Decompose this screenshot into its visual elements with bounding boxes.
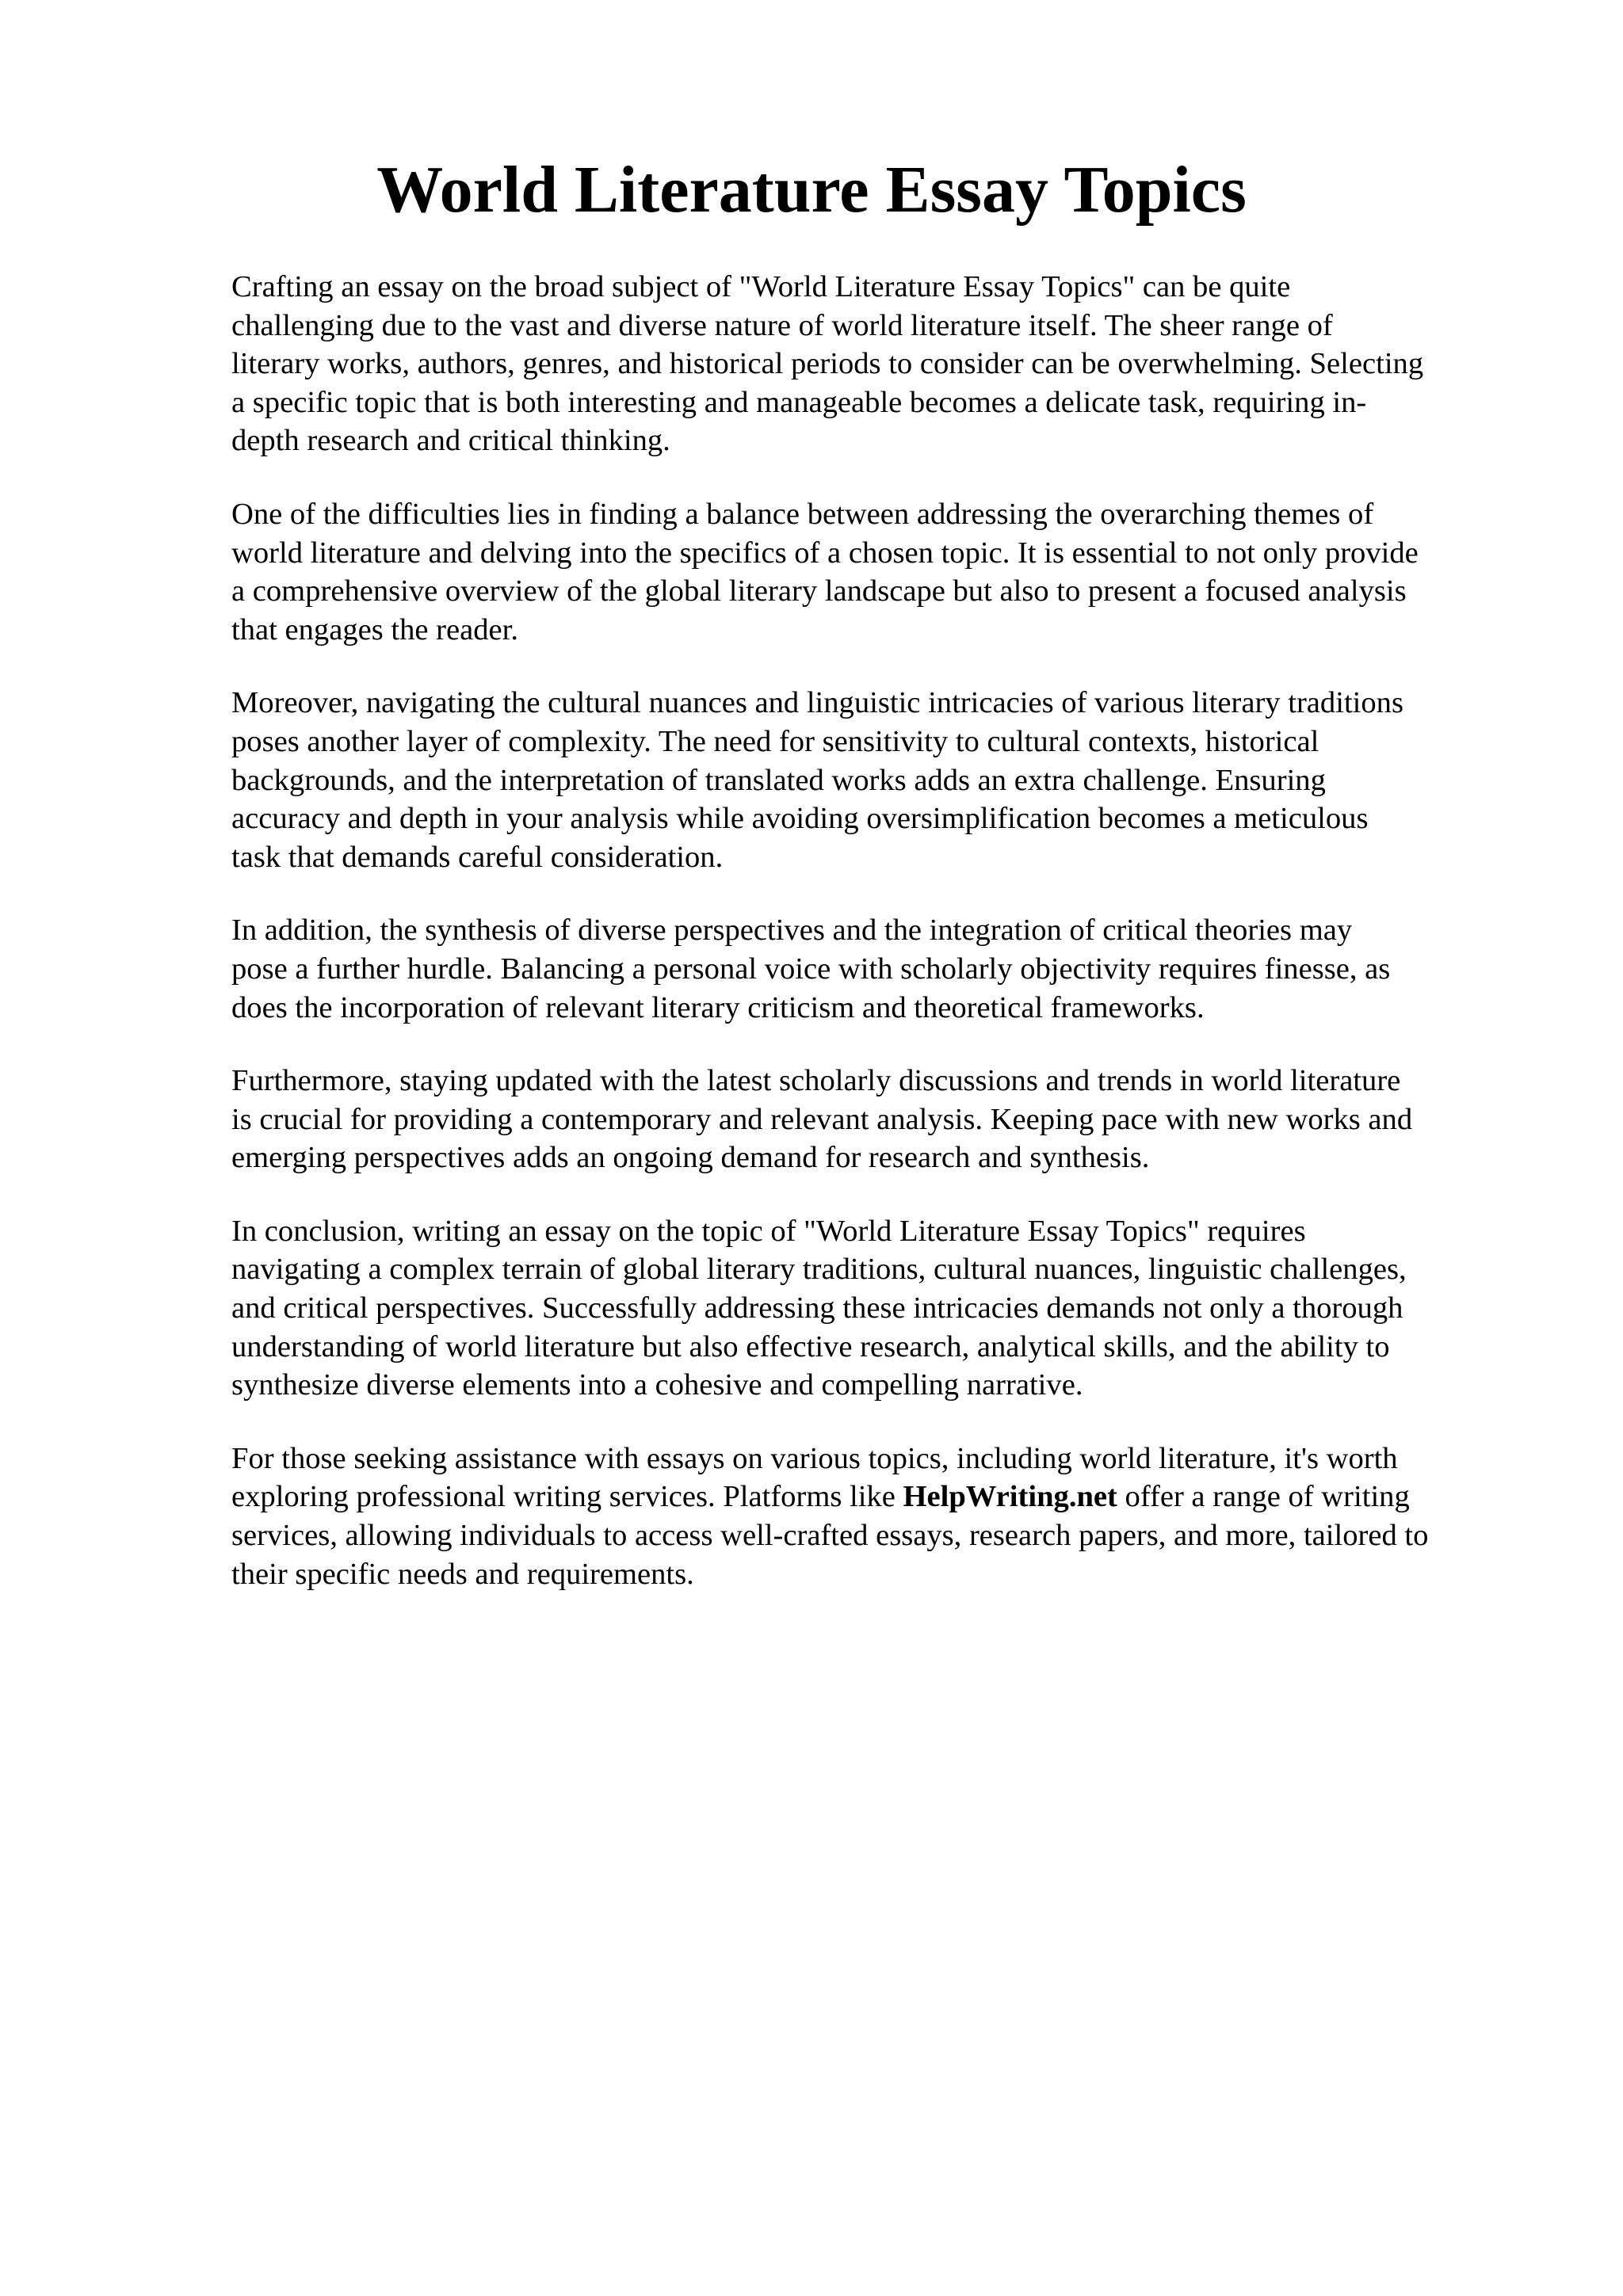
paragraph-1: Crafting an essay on the broad subject of "World Literature Essay Topics" can be quite challenging due to the vast and diverse nature of world literature itself. The sheer range of literary works, authors, genres, and historical periods to consider can be overwhelming. Selecting a specific topic that is both interesting and manageable becomes a delicate task, requiring in- depth research and critical thinking. bbox=[231, 270, 1424, 458]
helpwriting-link[interactable]: HelpWriting.net bbox=[903, 1480, 1117, 1514]
paragraph-2: One of the difficulties lies in finding a balance between addressing the overarching themes of world literature and delving into the specifics of a chosen topic. It is essential to not only provide a comprehensive overview of the global literary landscape but also to present a focused analysis that engages the reader. bbox=[231, 497, 1419, 646]
essay-body bbox=[231, 268, 1531, 1628]
paragraph-5: Furthermore, staying updated with the latest scholarly discussions and trends in world literature is crucial for providing a contemporary and relevant analysis. Keeping pace with new works and emerging perspectives adds an ongoing demand for research and synthesis. bbox=[231, 1064, 1413, 1175]
paragraph-7 bbox=[231, 1440, 1531, 1593]
page-title: World Literature Essay Topics bbox=[376, 153, 1247, 227]
paragraph-4: In addition, the synthesis of diverse perspectives and the integration of critical theories may pose a further hurdle. Balancing a personal voice with scholarly objectivity requires finesse, as does the incorporation of relevant literary criticism and theoretical frameworks. bbox=[231, 913, 1391, 1024]
paragraph-6: In conclusion, writing an essay on the topic of "World Literature Essay Topics" requires navigating a complex terrain of global literary traditions, cultural nuances, linguistic challenges, and critical perspectives. Successfully addressing these intricacies demands not only a thorough understanding of world literature but also effective research, analytical skills, and the ability to synthesize diverse elements into a cohesive and compelling narrative. bbox=[231, 1214, 1407, 1402]
paragraph-7-intro: For those seeking assistance with essays on various topics, including world literature, it's worth exploring professional writing services. Platforms like bbox=[231, 1441, 1398, 1514]
paragraph-3: Moreover, navigating the cultural nuances and linguistic intricacies of various literary traditions poses another layer of complexity. The need for sensitivity to cultural contexts, historical backgrounds, and the interpretation of translated works adds an extra challenge. Ensuring accuracy and depth in your analysis while avoiding oversimplification becomes a meticulous task that demands careful consideration. bbox=[231, 686, 1403, 874]
paragraph-7-outro: offer a range of writing services, allowing individuals to access well-crafted essays, research papers, and more, tailored to their specific needs and requirements. bbox=[231, 1480, 1429, 1591]
